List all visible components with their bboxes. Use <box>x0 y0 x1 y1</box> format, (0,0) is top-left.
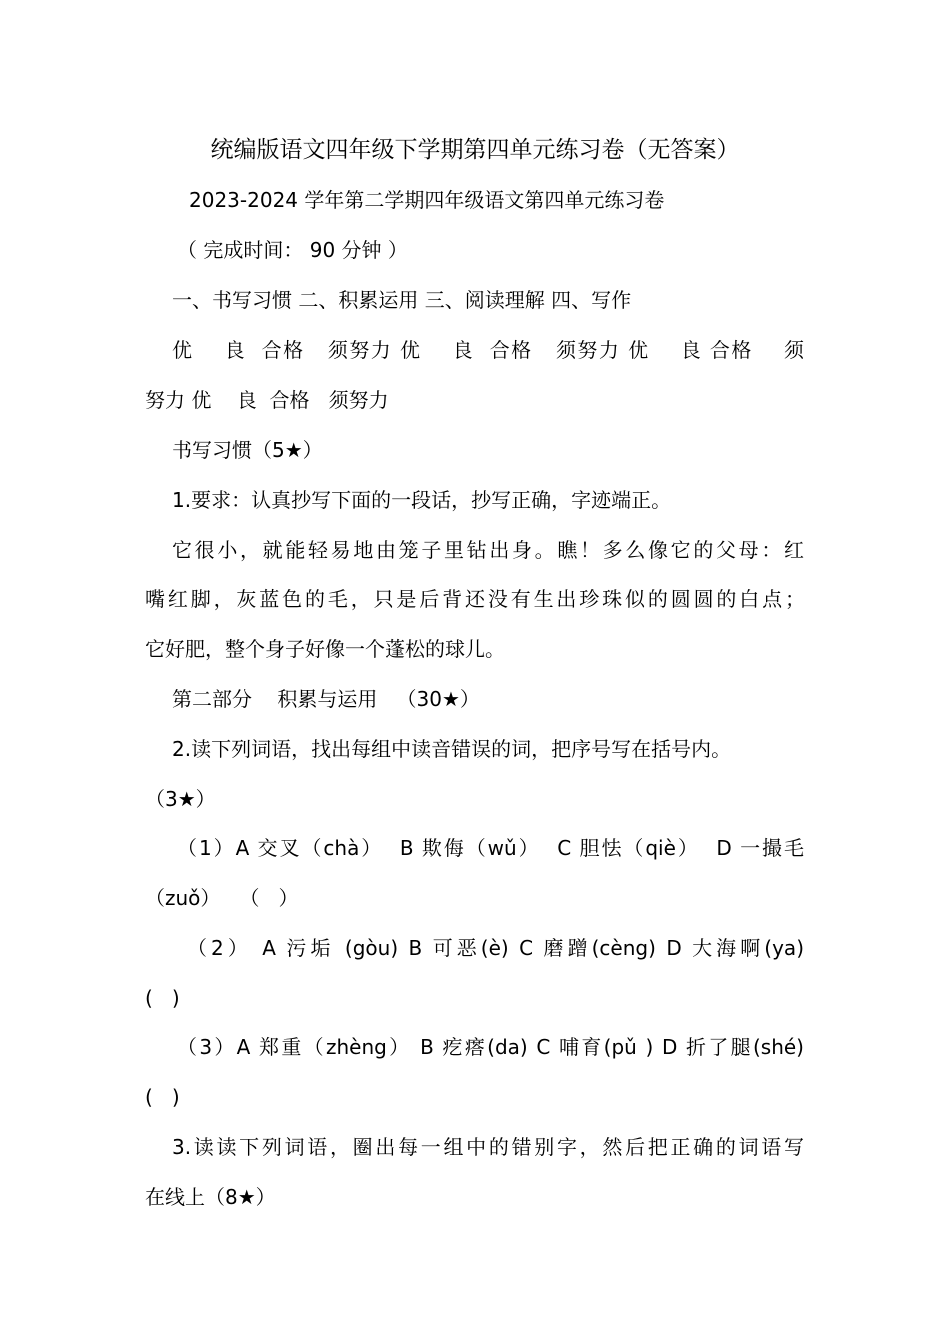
completion-time: （ 完成时间： 90 分钟 ） <box>177 238 408 262</box>
question-2-item-2-line-2: ( ) <box>145 986 180 1010</box>
passage-line-1: 它很小，就能轻易地由笼子里钻出身。瞧！多么像它的父母：红 <box>172 538 804 562</box>
question-2-item-1-line-1: （1）A 交叉（chà） B 欺侮（wǔ） C 胆怯（qiè） D 一撮毛 <box>177 836 804 860</box>
exam-subtitle: 2023-2024 学年第二学期四年级语文第四单元练习卷 <box>189 188 665 212</box>
question-2-line-1: 2.读下列词语，找出每组中读音错误的词，把序号写在括号内。 <box>172 737 732 761</box>
question-2-item-3-line-1: （3）A 郑重（zhèng） B 疙瘩(da) C 哺育(pǔ ) D 折了腿(shé) <box>177 1035 804 1059</box>
question-1-requirement: 1.要求：认真抄写下面的一段话，抄写正确，字迹端正。 <box>172 488 672 512</box>
passage-line-2: 嘴红脚，灰蓝色的毛，只是后背还没有生出珍珠似的圆圆的白点； <box>145 587 805 611</box>
sections-header: 一、书写习惯 二、积累运用 三、阅读理解 四、写作 <box>172 288 632 312</box>
part2-heading: 第二部分 积累与运用 （30★） <box>172 687 480 711</box>
question-2-line-2: （3★） <box>145 787 216 811</box>
question-2-item-2-line-1: （2） A 污垢 (gòu) B 可恶(è) C 磨蹭(cèng) D 大海啊(ya) <box>187 936 804 960</box>
grades-line-1: 优 良 合格 须努力 优 良 合格 须努力 优 良 合格 须 <box>172 338 804 362</box>
question-3-line-1: 3.读读下列词语，圈出每一组中的错别字，然后把正确的词语写 <box>172 1135 804 1159</box>
part1-heading: 书写习惯（5★） <box>172 438 323 462</box>
passage-line-3: 它好肥，整个身子好像一个蓬松的球儿。 <box>145 637 505 661</box>
question-2-item-1-line-2: （zuǒ） （ ） <box>145 886 299 910</box>
question-3-line-2: 在线上（8★） <box>145 1185 276 1209</box>
grades-line-2: 努力 优 良 合格 须努力 <box>145 388 389 412</box>
document-title: 统编版语文四年级下学期第四单元练习卷（无答案） <box>210 137 740 163</box>
question-2-item-3-line-2: ( ) <box>145 1085 180 1109</box>
